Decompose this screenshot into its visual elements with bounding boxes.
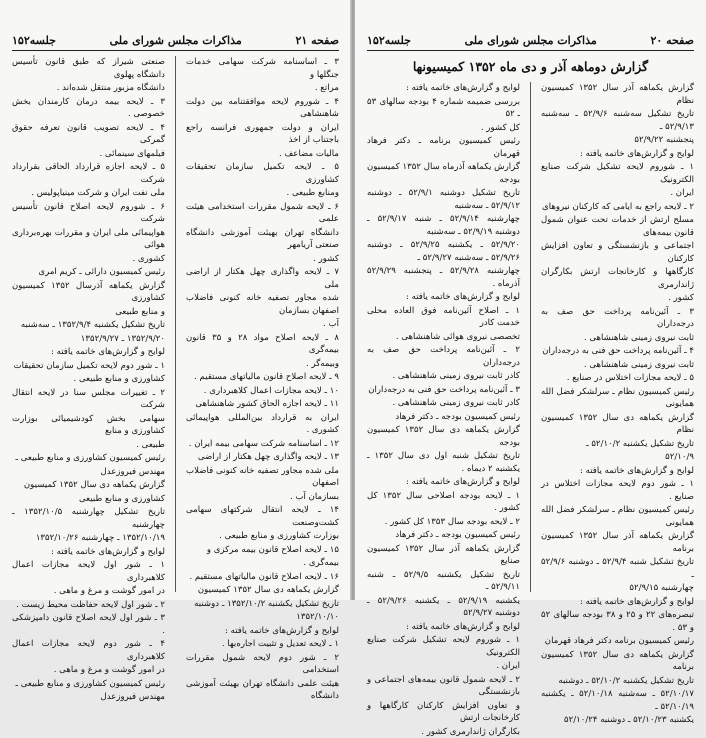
- text-line: تاریخ تشکیل سه‌شنبه ۵۲/۹/۶ ـ سه‌شنبه ۵۲/۹/۱۳ ـ: [541, 108, 694, 133]
- text-line: فیلمهای سینمائی .: [12, 148, 165, 161]
- text-line: پنجشنبه ۵۲/۹/۲۲: [541, 134, 694, 147]
- text-line: تاریخ تشکیل چهارشنبه ۱۳۵۲/۱۰/۵ ـ چهارشنبه: [12, 506, 165, 531]
- text-line: لوایح و گزارش‌های خاتمه یافته :: [12, 346, 165, 359]
- text-line: هیئت علمی دانشگاه تهران بهیئت آموزشی دانشگاه: [186, 678, 339, 703]
- text-column-right: [186, 56, 339, 592]
- text-line: ۳ ـ آئین‌نامه پرداخت حق صف به درجه‌داران: [541, 306, 694, 331]
- text-line: ایران و دولت جمهوری فرانسه راجع باجتناب از اخذ: [186, 122, 339, 147]
- right-page: [355, 0, 706, 600]
- text-line: رئیس کمیسیون بودجه ـ دکتر فرهاد: [367, 529, 520, 542]
- text-line: ۴ ـ شوروم لایحه موافقتنامه بین دولت شاهنشاهی: [186, 96, 339, 121]
- text-line: گزارش یکماهه آذرسال ۱۳۵۲ کمیسیون کشاورزی: [12, 280, 165, 305]
- text-line: ۱ ـ لایحه تعدیل و تثبیت اجاره‌بها .: [186, 638, 339, 651]
- text-line: یکشنبه ۵۲/۱۰/۲۳ ـ دوشنبه ۵۲/۱۰/۲۴: [541, 714, 694, 727]
- text-line: رئیس کمیسیون کشاورزی و منابع طبیعی ـ: [12, 678, 165, 691]
- text-line: دانشگاه مزبور منتقل شده‌اند .: [12, 82, 165, 95]
- text-line: ۶ ـ لایحه شمول مقررات استخدامی هیئت علمی: [186, 201, 339, 226]
- text-line: ۱۵ ـ لایحه اصلاح قانون بیمه مرکزی و: [186, 544, 339, 557]
- text-line: چهارشنبه ۵۲/۹/۱۵: [541, 582, 694, 595]
- text-line: در امور گوشت و مرغ و ماهی .: [12, 664, 165, 677]
- text-line: ۱ ـ لایحه بودجه اصلاحی سال ۱۳۵۲ کل کشور .: [367, 490, 520, 515]
- right-page-columns: [367, 82, 694, 592]
- text-line: ۱ ـ شوروم لایحه تشکیل شرکت صنایع الکترونیک: [541, 161, 694, 186]
- text-line: رئیس کمیسیون نظام ـ سرلشکر فضل الله همایونی: [541, 386, 694, 411]
- text-line: طبیعی .: [12, 439, 165, 452]
- text-line: ومنابع طبیعی .: [186, 187, 339, 200]
- text-line: تاریخ تشکیل شنبه اول دی سال ۱۳۵۲ ـ یکشنبه ۲ دیماه .: [367, 450, 520, 475]
- text-line: لوایح و گزارش‌های خاتمه یافته :: [541, 465, 694, 478]
- text-line: رئیس کمیسیون برنامه دکتر فرهاد قهرمان: [541, 635, 694, 648]
- text-line: وبیمه‌گر .: [186, 358, 339, 371]
- text-line: گزارش یکماهه آذر سال ۱۳۵۲ کمیسیون صنایع: [367, 543, 520, 568]
- text-line: ۶ ـ شوروم لایحه اصلاح قانون تأسیس شرکت: [12, 201, 165, 226]
- text-line: لوایح و گزارش‌های خاتمه یافته :: [367, 291, 520, 304]
- text-line: رئیس کمیسیون دارائی ـ کریم امری: [12, 266, 165, 279]
- text-line: بررسی ضمیمه شماره ۴ بودجه سالهای ۵۳ ـ ۵۲: [367, 96, 520, 121]
- text-line: کل کشور .: [367, 122, 520, 135]
- text-line: ۱۳۵۲/۱۰/۱۹ ـ چهارشنبه ۱۳۵۲/۱۰/۲۶: [12, 532, 165, 545]
- left-page-header: [12, 30, 339, 51]
- text-line: شده مجاور تصفیه خانه کنونی فاضلاب اصفهان بسازمان: [186, 292, 339, 317]
- text-line: مهندس فیروزعدل: [12, 466, 165, 479]
- text-line: ۱ ـ شور اول لایحه مجازات اعمال کلاهبرداری: [12, 559, 165, 584]
- text-line: گزارش یکماهه دی سال ۱۳۵۲ کمیسیون: [12, 479, 165, 492]
- text-column-right: [541, 82, 694, 592]
- text-line: مالیات مضاعف .: [186, 148, 339, 161]
- text-line: ۱ ـ شور دوم لایحه تکمیل سازمان تحقیقات: [12, 360, 165, 373]
- text-line: هواپیمائی ملی ایران و مقررات بهره‌برداری هوائی: [12, 227, 165, 252]
- text-line: ۱۰ ـ لایحه مجازات اعمال کلاهبرداری .: [186, 385, 339, 398]
- text-line: کشور .: [541, 292, 694, 305]
- text-line: رئیس کمیسیون بودجه ـ دکتر فرهاد: [367, 411, 520, 424]
- text-line: کشاورزی و منابع طبیعی: [12, 493, 165, 506]
- text-line: تخصصی نیروی هوائی شاهنشاهی .: [367, 331, 520, 344]
- text-line: دانشگاه تهران بهیئت آموزشی دانشگاه صنعتی آریامهر: [186, 227, 339, 252]
- text-line: و تعاون افزایش کارکنان کارگاهها و کارخانجات ارتش: [367, 700, 520, 725]
- text-line: مراتع .: [186, 82, 339, 95]
- text-column-left: [12, 56, 165, 592]
- left-page: [0, 0, 351, 600]
- text-line: ۳ ـ اساسنامه شرکت سهامی خدمات جنگلها و: [186, 56, 339, 81]
- text-line: ۲ ـ شور دوم لایحه شمول مقررات استخدامی: [186, 652, 339, 677]
- text-line: ۹ ـ لایحه اصلاح قانون مالیاتهای مستقیم .: [186, 371, 339, 384]
- text-line: مهندس فیروزعدل: [12, 691, 165, 704]
- text-line: ۴ ـ لایحه تصویب قانون تعرفه حقوق گمرکی: [12, 122, 165, 147]
- text-line: صنعتی شیراز که طبق قانون تأسیس دانشگاه پهلوی: [12, 56, 165, 81]
- text-line: ۱ ـ شور دوم لایحه مجازات اختلاس در صنایع .: [541, 478, 694, 503]
- text-line: ۱۴ ـ لایحه انتقال شرکتهای سهامی کشت‌وصنعت: [186, 504, 339, 529]
- text-line: ۱ ـ اصلاح آئین‌نامه فوق العاده محلی خدمت کادر: [367, 305, 520, 330]
- text-line: ۵۲/۱۰/۹: [541, 451, 694, 464]
- text-line: لوایح و گزارش‌های خاتمه یافته :: [541, 148, 694, 161]
- column-divider: [530, 82, 531, 592]
- text-line: و منابع طبیعی: [12, 306, 165, 319]
- text-line: ۱ ـ شوروم لایحه تشکیل شرکت صنایع الکترونیک: [367, 634, 520, 659]
- text-line: گزارش یکماهه دی سال ۱۳۵۲ کمیسیون برنامه: [541, 649, 694, 674]
- text-line: ۵ ـ لایحه تکمیل سازمان تحقیقات کشاورزی: [186, 161, 339, 186]
- text-line: ۱۳ ـ لایحه واگذاری چهل هکتار از اراضی: [186, 451, 339, 464]
- text-line: ایران .: [367, 660, 520, 673]
- text-line: کشور .: [186, 253, 339, 266]
- text-line: لوایح و گزارش‌های خاتمه یافته :: [367, 621, 520, 634]
- text-line: تبصره‌های ۲۲ و ۲۵ و ۳۸ بودجه سالهای ۵۲ و ۵۳ .: [541, 609, 694, 634]
- running-title: مذاکرات مجلس شورای ملی: [465, 34, 597, 47]
- text-line: بسازمان آب .: [186, 491, 339, 504]
- text-line: ۲ ـ لایحه شمول قانون بیمه‌های اجتماعی و بازنشستگی: [367, 674, 520, 699]
- running-title: مذاکرات مجلس شورای ملی: [110, 34, 242, 47]
- text-line: تاریخ تشکیل یکشنبه ۱۳۵۲/۱۰/۲ ـ دوشنبه: [186, 598, 339, 611]
- text-line: گزارش یکماهه آذر سال ۱۳۵۲ کمیسیون برنامه: [541, 530, 694, 555]
- text-line: ۳ ـ لایحه بیمه درمان کارمندان بخش خصوصی .: [12, 96, 165, 121]
- text-line: تاریخ تشکیل شنبه ۵۲/۹/۴ ـ دوشنبه ۵۲/۹/۶ ـ: [541, 556, 694, 581]
- text-line: لوایح و گزارش‌های خاتمه یافته :: [367, 82, 520, 95]
- text-line: کادر ثابت نیروی زمینی شاهنشاهی .: [367, 397, 520, 410]
- text-line: ۴ ـ آئین‌نامه پرداخت حق فنی به درجه‌داران: [541, 345, 694, 358]
- text-line: چهارشنبه ۵۲/۹/۲۸ ـ پنجشنبه ۵۲/۹/۲۹ آذرماه .: [367, 265, 520, 290]
- text-line: کادر ثابت نیروی زمینی شاهنشاهی .: [367, 370, 520, 383]
- text-line: لوایح و گزارش‌های خاتمه یافته :: [367, 476, 520, 489]
- text-line: آب .: [186, 318, 339, 331]
- text-line: ۱۲ ـ اساسنامه شرکت سهامی بیمه ایران .: [186, 438, 339, 451]
- text-line: ۲ ـ لایحه راجع به ایامی که کارکنان نیروهای: [541, 201, 694, 214]
- text-line: ۳ ـ شور اول لایحه اصلاح قانون دامپزشکی .: [12, 612, 165, 637]
- text-line: اجتماعی و بازنشستگی و تعاون افزایش کارکنان: [541, 240, 694, 265]
- text-line: ایران به قرارداد بین‌المللی هواپیمائی کشوری .: [186, 412, 339, 437]
- text-line: بوزارت کشاورزی و منابع طبیعی .: [186, 530, 339, 543]
- text-line: ۵۲/۹/۲۰ ـ یکشنبه ۵۲/۹/۲۵ ـ دوشنبه ۵۲/۹/۲۶ ـ سه‌شنبه ۵۲/۹/۲۷ ـ: [367, 239, 520, 264]
- text-line: لوایح و گزارش‌های خاتمه یافته :: [186, 625, 339, 638]
- text-line: گزارش یکماهه آذر سال ۱۳۵۲ کمیسیون نظام: [541, 82, 694, 107]
- text-line: سهامی بخش کودشیمیائی بوزارت کشاورزی و منابع: [12, 413, 165, 438]
- text-line: ایران .: [541, 187, 694, 200]
- text-line: گزارش یکماهه آذرماه سال ۱۳۵۲ کمیسیون بودجه: [367, 161, 520, 186]
- text-line: گزارش یکماهه دی سال ۱۳۵۲ کمیسیون بودجه: [367, 424, 520, 449]
- text-line: ۲ ـ لایحه بودجه سال ۱۳۵۳ کل کشور .: [367, 516, 520, 529]
- text-line: چهارشنبه ۵۲/۹/۱۴ ـ شنبه ۵۲/۹/۱۷ ـ دوشنبه ۵۲/۹/۱۹ ـ سه‌شنبه: [367, 213, 520, 238]
- text-line: ملی شده مجاور تصفیه خانه کنونی فاضلاب اصفهان: [186, 465, 339, 490]
- session-number: جلسه۱۵۲: [367, 34, 411, 47]
- text-line: ۵ ـ لایحه مجازات اختلاس در صنایع .: [541, 372, 694, 385]
- report-title: گزارش دوماهه آذر و دی ماه ۱۳۵۲ کمیسیونها: [367, 56, 694, 78]
- text-line: تاریخ تشکیل یکشنبه ۵۲/۹/۵ ـ شنبه ۵۲/۹/۱۱ ـ: [367, 569, 520, 594]
- text-line: کشوری .: [12, 253, 165, 266]
- text-line: رئیس کمیسیون کشاورزی و منابع طبیعی ـ: [12, 452, 165, 465]
- text-line: ثابت نیروی زمینی شاهنشاهی .: [541, 359, 694, 372]
- text-line: ۵۲/۱۰/۱۷ ـ سه‌شنبه ۵۲/۱۰/۱۸ ـ یکشنبه ۵۲/۱۰/۱۹ ـ: [541, 688, 694, 713]
- left-page-columns: [12, 56, 339, 592]
- text-line: گزارش یکماهه دی سال ۱۳۵۲ کمیسیون: [186, 584, 339, 597]
- text-line: بکارگران ژاندارمری کشور .: [367, 726, 520, 738]
- text-line: لوایح و گزارش‌های خاتمه یافته :: [12, 546, 165, 559]
- column-divider: [175, 56, 176, 592]
- text-line: ملی نفت ایران و شرکت مینیاپولیس .: [12, 187, 165, 200]
- text-line: ۱۱ ـ لایحه اجازه الحاق کشور شاهنشاهی: [186, 398, 339, 411]
- text-line: ۲ ـ شور اول لایحه حفاظت محیط زیست .: [12, 599, 165, 612]
- text-line: ۱۳۵۲/۹/۲۰ ـ ۱۳۵۲/۹/۲۷: [12, 333, 165, 346]
- session-number: جلسه۱۵۲: [12, 34, 56, 47]
- text-line: یکشنبه ۵۲/۹/۱۹ ـ یکشنبه ۵۲/۹/۲۶ ـ دوشنبه ۵۲/۹/۲۷: [367, 595, 520, 620]
- text-line: تاریخ تشکیل یکشنبه ۱۳۵۲/۹/۴ ـ سه‌شنبه: [12, 319, 165, 332]
- page-number: صفحه ۲۱: [295, 34, 339, 47]
- text-line: ۳ ـ آئین‌نامه پرداخت حق فنی به درجه‌داران: [367, 384, 520, 397]
- text-line: مسلح ارتش از خدمات تحت عنوان شمول قانون بیمه‌های: [541, 214, 694, 239]
- text-line: ۲ ـ آئین‌نامه پرداخت حق صف به درجه‌داران: [367, 344, 520, 369]
- text-line: تاریخ تشکیل دوشنبه ۵۲/۹/۱ ـ دوشنبه ۵۲/۹/۱۲ ـ سه‌شنبه: [367, 187, 520, 212]
- text-line: ۷ ـ لایحه واگذاری چهل هکتار از اراضی ملی: [186, 266, 339, 291]
- text-line: ۵ ـ لایحه اجازه قرارداد الحاقی بقرارداد شرکت: [12, 161, 165, 186]
- text-line: لوایح و گزارش‌های خاتمه یافته :: [541, 596, 694, 609]
- text-line: تاریخ تشکیل یکشنبه ۵۲/۱۰/۲ ـ دوشنبه: [541, 675, 694, 688]
- text-line: بیمه‌گری .: [186, 557, 339, 570]
- text-line: ۱۶ ـ لایحه اصلاح قانون مالیاتهای مستقیم .: [186, 571, 339, 584]
- text-line: ۴ ـ شور دوم لایحه مجازات اعمال کلاهبرداری: [12, 638, 165, 663]
- text-line: رئیس کمیسیون برنامه ـ دکتر فرهاد قهرمان: [367, 135, 520, 160]
- text-line: کارگاهها و کارخانجات ارتش بکارگران ژاندارمری: [541, 266, 694, 291]
- text-line: ثابت نیروی زمینی شاهنشاهی .: [541, 332, 694, 345]
- text-line: در امور گوشت و مرغ و ماهی .: [12, 585, 165, 598]
- text-column-left: [367, 82, 520, 592]
- text-line: کشاورزی و منابع طبیعی .: [12, 373, 165, 386]
- page-number: صفحه ۲۰: [650, 34, 694, 47]
- text-line: تاریخ تشکیل یکشنبه ۵۲/۱۰/۲ ـ: [541, 438, 694, 451]
- text-line: رئیس کمیسیون نظام ـ سرلشکر فضل الله همایونی: [541, 504, 694, 529]
- text-line: ۲ ـ تغییرات مجلس سنا در لایحه انتقال شرکت: [12, 387, 165, 412]
- text-line: گزارش یکماهه دی سال ۱۳۵۲ کمیسیون نظام: [541, 412, 694, 437]
- right-page-header: [367, 30, 694, 51]
- text-line: ۱۳۵۲/۱۰/۱۰: [186, 611, 339, 624]
- text-line: ۸ ـ لایحه اصلاح مواد ۲۸ و ۳۵ قانون بیمه‌گری: [186, 332, 339, 357]
